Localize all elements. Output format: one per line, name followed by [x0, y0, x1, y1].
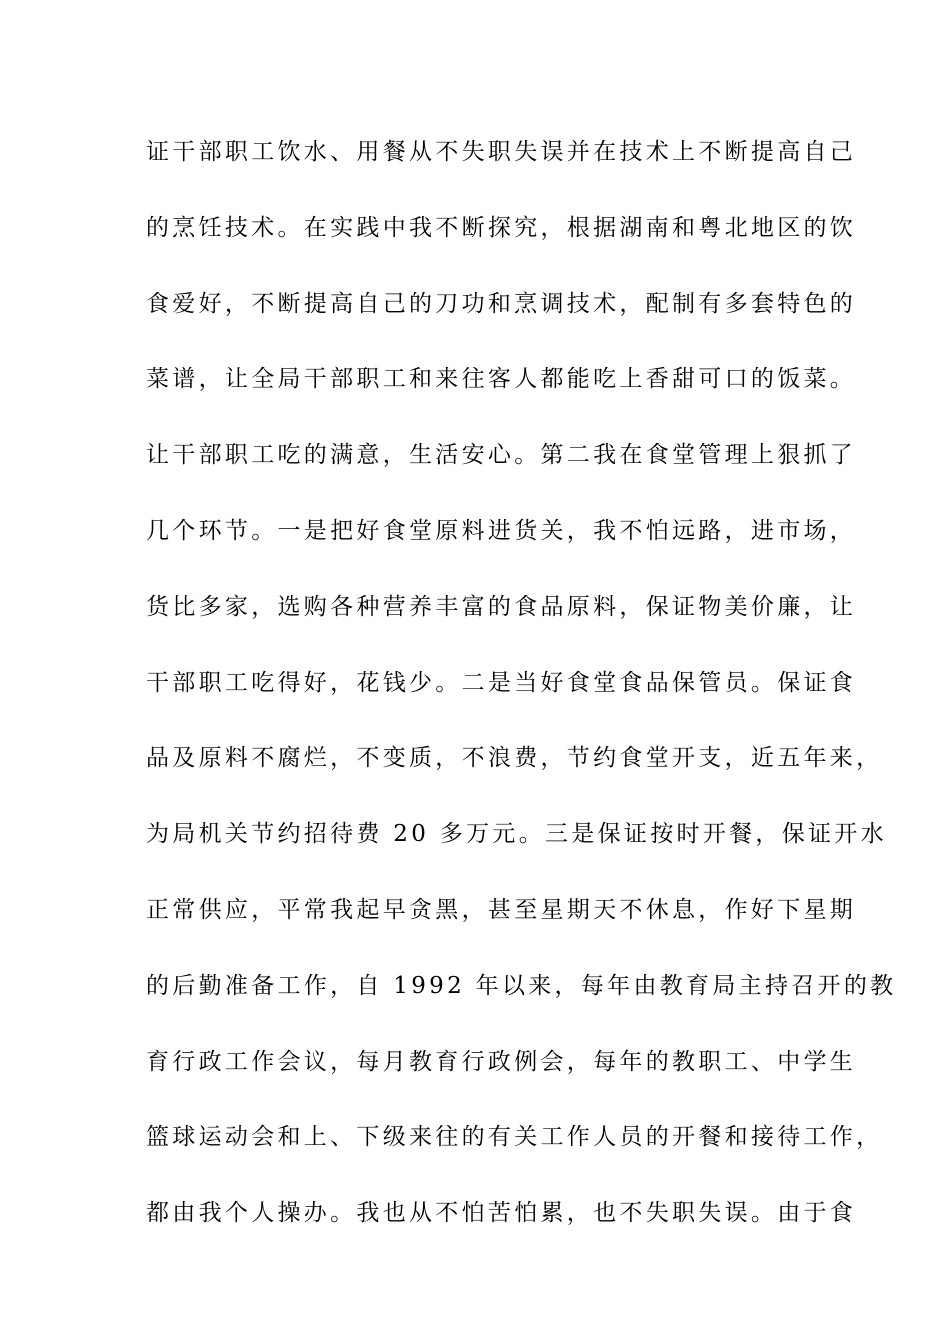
text-line: 菜谱，让全局干部职工和来往客人都能吃上香甜可口的饭菜。	[146, 366, 857, 393]
text-line: 干部职工吃得好，花钱少。二是当好食堂食品保管员。保证食	[146, 669, 857, 696]
text-line: 品及原料不腐烂，不变质，不浪费，节约食堂开支，近五年来，	[146, 745, 883, 772]
text-line: 证干部职工饮水、用餐从不失职失误并在技术上不断提高自己	[146, 139, 857, 165]
text-line: 为局机关节约招待费 20 多万元。三是保证按时开餐，保证开水	[146, 821, 887, 848]
text-line: 食爱好，不断提高自己的刀功和烹调技术，配制有多套特色的	[146, 290, 857, 317]
text-line: 篮球运动会和上、下级来往的有关工作人员的开餐和接待工作，	[146, 1124, 883, 1151]
text-line: 让干部职工吃的满意，生活安心。第二我在食堂管理上狠抓了	[146, 442, 857, 469]
text-line: 育行政工作会议，每月教育行政例会，每年的教职工、中学生	[146, 1048, 857, 1075]
text-line: 的后勤准备工作，自 1992 年以来，每年由教育局主持召开的教	[146, 972, 897, 999]
text-line: 货比多家，选购各种营养丰富的食品原料，保证物美价廉，让	[146, 593, 857, 620]
text-line: 正常供应，平常我起早贪黑，甚至星期天不休息，作好下星期	[146, 896, 857, 923]
body-text	[146, 133, 897, 1270]
text-line: 的烹饪技术。在实践中我不断探究，根据湖南和粤北地区的饮	[146, 214, 857, 241]
text-line: 都由我个人操办。我也从不怕苦怕累，也不失职失误。由于食	[146, 1200, 857, 1227]
text-line: 几个环节。一是把好食堂原料进货关，我不怕远路，进市场，	[146, 517, 857, 544]
